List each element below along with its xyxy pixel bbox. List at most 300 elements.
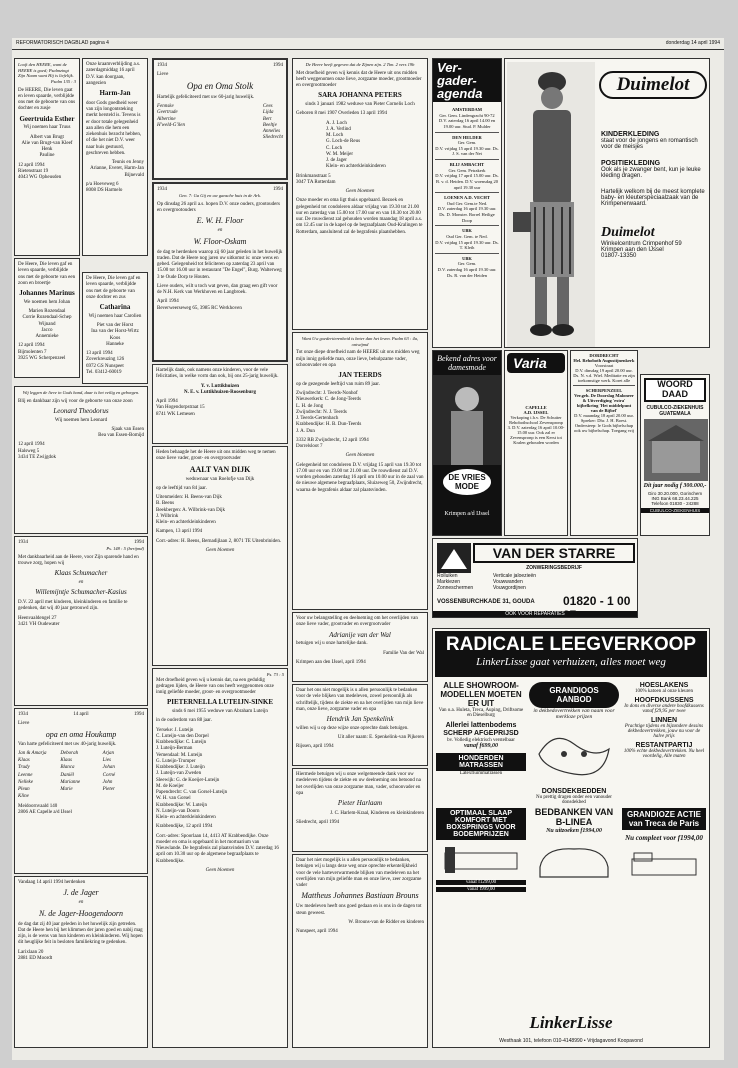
heading: OPTIMAAL SLAAP KOMFORT MET BOXSPRINGS VOOR BODEMPRIJZEN [436,808,526,840]
obituary-sara-peters [292,58,428,330]
announcement-birth-johannes [14,258,80,378]
title: A.D. IJSSEL [523,410,549,415]
family: J. A. Verlind [326,126,351,132]
name: J. de Jager [63,888,99,898]
name: John [102,779,113,785]
announcement-de-jager [14,876,148,1048]
body: Op dinsdag 26 april a.s. hopen D.V. onze ouders, grootouders en overgrootouders [157,201,280,214]
date: April 1994 [157,299,179,305]
vergader-agenda [432,58,502,348]
year-start: 1934 [18,712,28,717]
brand: MODE [455,482,479,491]
announcement-anniversary-schumacher [14,536,148,706]
mode-logo [443,469,491,495]
varia-title: Varia [507,353,565,373]
text: bv. Volledig elektrisch verstelbaar [447,737,515,743]
body: De HEERE, Die leven gaat en leven spaarde, verblijdde ons met de geboorte van ons dochter en zusje [18,87,76,112]
city: 6972 GS Nunspeet [86,363,124,369]
ad-subtitle: LinkerLisse gaat verhuizen, alles moet weg [476,656,666,668]
entry-text: D.V. vrijdag 17 april 15.00 uur. Ds. B. v. d. Heiden. D.V. woensdag 20 april 19.30 uur [435,173,499,190]
text: de dag te herdenken waarop zij 60 jaar geleden in het huwelijk traden. Dat de Heere nog jaren uw uitkomst is: onze wens en gebed. Gelegenheid tot feliciteren op zaterdag 23 april van 15.00 tot 16.00 uur in restaurant "De Engel", Burg. Walterweg 3 te Oude Dorp te Houten. [157,249,283,280]
entry-church: Oud Ger. Gem.te Ned. [446,200,488,206]
date: 13 april 1994 [86,351,113,356]
address: Meidoornvaald 140 [18,803,58,809]
body: Met droefheid geven wij u kennis dat, na een geduldig gedragen lijden, de Heere van ons heeft weggenomen onze innig geliefde moeder, groot- en overgrootmoeder [156,677,274,696]
entry-text: D.V. zaterdag 16 april 14.00 en 19.00 uur. Stud. P. Mulder [438,118,496,129]
text: D.V. 22 april met kinderen, kleinkinderen en familie te gedenken, dat wij 40 jaar getrouwd zijn. [18,600,128,612]
name: Deborah [60,750,79,756]
announcement-floor [152,182,288,362]
and: en [78,900,84,906]
bed-set-drawing [626,845,702,885]
subtitle: sinds 6 mei 1955 weduwe van Abraham Luteijn [172,709,268,715]
body: Onze kraamverblijding a.s. zaterdagmiddag 16 april D.V. kan doorgaan, aangezien [86,62,141,86]
name: Lies [102,758,111,763]
price: vanaf f1299,00 [436,880,526,885]
verse: Looft den HEERE, want de HEERE is goed; Psalmzingt Zijn Naam want Hij is liefelijk. [18,62,74,79]
name: Pleun [18,787,30,792]
duimelot-ad [504,58,710,348]
entry-text: D.V. zaterdag 16 april 19.30 uur. Ds. R. van der Heiden [437,267,497,278]
names: Bijnevald [124,172,144,178]
subtitle: weduwnaar van Roelofje van Dijk [185,476,255,482]
phone: 01807-13350 [601,253,637,259]
text: Gelegenheid tot condoleren D.V. vrijdag 15 april van 19.30 tot 17.00 uur en van 19.00 tot 21.00 uur. De rouwdienst zal D.V. worden gehouden zaterdag 16 april om 10.00 uur in de zaal van de nieuwe algemene begraafplaats, Sluizeweg 50, Zwijndrecht, waarna de begrafenis aldaar zal plaatsvinden. [296,462,424,493]
text: Ook als je zwanger bent, kun je leuke kleding dragen. [601,167,701,179]
date: Krimpen aan den IJssel, april 1994 [296,659,366,665]
text: Nu prettig dragen onder een vanouder donsdekbed [536,795,612,805]
name: Adrianije van der Wal [329,630,391,639]
title: Opa en Oma Stolk [186,80,254,91]
sibling: Pauline [39,153,55,159]
date: Kampen, 13 april 1994 [156,529,203,535]
year-end: 1994 [273,63,283,68]
linkerlisse-ad [432,628,710,1048]
item: Verticale jaloezieën [493,573,537,579]
heading: LINNEN [650,717,678,724]
text: Van o.a. Huleta, Treca, Auping, Driftsome en Dieselburg [438,708,524,719]
family: J. Wilbrink [156,513,179,519]
child-name: Geertruida Esther [19,114,75,123]
label: Lieve [157,72,169,78]
text: in dekbedovertrekken van naam voor merkloze prijzen [533,708,615,720]
age: in de ouderdom van 88 jaar. [156,718,212,724]
phone: Telefoon 01830 - 24288 [651,500,699,506]
name: Arjan [102,750,115,756]
sign: Geen bloemen [345,453,375,459]
family: M. Loch [326,133,344,139]
year-start: 1934 [157,187,167,192]
subtitle: CUBULCO-ZIEKENHUIS [646,404,704,411]
phone: Tel. 03412-60019 [86,369,122,375]
phone: 01820 - 1 00 [563,594,631,608]
verse: De Heere heeft gegeven dat de Zijnen zijn. 2 Tim. 2 vers 19b [305,62,415,67]
name: Klaas Schumacher [54,569,108,578]
text: Corr.-adres: Spoorlaan 14, 4413 AT Krabbendijke. Onze moeder en oma is opgebaard in het mortuarium van Nieuwlande. De begrafenis zal plaatsvinden D.V. zaterdag 16 april om 10.30 uur op de algemene begraafplaats te Krabbendijke. [156,833,279,864]
family: Klein- en achterkleinkinderen [326,164,386,170]
sign: Geen bloemen [345,189,375,195]
announcement-birth-catharina [82,272,148,384]
name: Beeltje [262,122,277,128]
text: In dons en diverse andere hoofdkussens vanaf f29,95 per twee [624,704,704,714]
family: C. Luteijn-van den Dorpel [156,733,209,739]
heading: ALLE SHOWROOM-MODELLEN MOETEN ER UIT [440,681,522,708]
thanks-luttikhuizen [152,364,288,444]
price: Dit jaar nodig f 300.000,- [643,482,707,489]
woord-en-daad-ad [640,374,710,536]
name: Klaas [60,758,72,763]
obituary-jan-teerds [292,332,428,610]
parent: Sjaak van Essen [111,426,144,432]
name: Klaas [18,758,30,763]
brand: DE VRIES [448,473,486,482]
family: Zwijndrecht: N. J. Teerds [296,409,347,415]
sign: Uit aller naam: E. Spenkelink-van Pijkeren [337,735,424,740]
sign: Familie Van der Wal [383,650,424,656]
name: Willemijntje Schumacher-Kasius [35,588,127,597]
duimelot-logo: Duimelot [599,71,707,99]
heading: POSITIEKLEDING [601,160,661,167]
entry-church: Ger. Gem. [457,261,477,267]
family: J. Luteijn-van Zweden [156,771,202,777]
address: p/a Hoeveweg 6 [86,181,119,187]
deceased-name: JAN TEERDS [338,371,382,379]
family: G. Loch-de Reus [326,139,361,145]
parent: Marien Rozendaal [28,309,66,314]
sign: Geen bloemen [205,867,235,873]
address: Westhaak 101, telefoon 010-4148990 • Vrijdagavond Koopavond [499,1038,643,1044]
entry-city: UBK [462,228,472,234]
linkerlisse-logo: LinkerLisse [529,1013,613,1032]
text: willen wij u op deze wijze onze oprechte dank betuigen. [296,725,409,731]
announcement-birth-geertruida [14,58,80,256]
bed-drawing [441,843,521,877]
text: Lieve ouders, wilt u toch wat geven, dan graag een gift voor de N.H. Kerk van Werkhoven en Langbroek. [157,283,278,296]
text: Verkoping i.h.v. De Schutter Rehobothschool Zevenspronp 3. D.V. zaterdag 16 april 10.00-15.00 uur. Ook zal er Zevenspronp is een Kerst tot Kralen gehouden worden [507,415,565,445]
parent: Corrie Rozendaal-Schep [22,315,72,321]
body: Hartelijk gefeliciteerd met uw 60-jarig huwelijk. [157,94,255,100]
parent: Ina van der Horst-Wirtz [91,329,139,335]
family: Krabbendijke: J. Luteijn [156,765,205,771]
entry-church: Ger. Gem. Lindengracht 90-72 [439,112,495,118]
entry-city: BLIJ AMBACHT [449,162,485,167]
repair-bar: OOK VOOR REPARATIES [433,611,637,617]
child-name: Catharina [99,303,131,311]
heading: GRANDIOOS AANBOD [529,682,619,708]
body: Van harte gefeliciteerd met uw 40-jarig huwelijk. [18,741,117,747]
price: Nu uitzoeken f1994,00 [546,827,602,834]
item: Vouwwanden [493,579,523,585]
city: Krimpen aan den IJssel [601,247,664,253]
name: Daniël [60,772,74,778]
sibling: Henk [41,147,53,152]
text: 100% katoen al onze kleuren [634,689,694,694]
child-photo [507,62,595,347]
address: Van Hogendorpstraat 15 [156,405,205,411]
van-der-starre-ad [432,538,638,618]
family: L. H. de Jong [296,403,324,409]
family: Krabbendijke: W. Luteijn [156,802,207,808]
name: Corné [102,772,116,778]
brand: DAAD [662,388,688,399]
obituary-aalt-van-dijk [152,446,288,666]
price: Nu compleet voor f1994,00 [625,834,703,842]
varia-dordrecht [570,350,638,536]
family: N. Luteijn-van Doorn [156,808,200,814]
family: Papendrecht: C. van Gorsel-Luteijn [156,790,228,796]
model-photo [433,375,501,465]
body: De Heere, Die leven gaf en leven spaarde, verblijdde ons met de geboorte van een zoon en broertje [18,262,76,286]
body: De Heere, Die leven gaf en leven spaarde, verblijdde ons met de geboorte van onze dochter en zus [86,276,141,300]
family: W. H. van Gorsel [156,796,191,802]
family: B. Beens [156,501,175,507]
entry-city: LOENEN A.D. VECHT [444,195,490,201]
ad-title: RADICALE LEEGVERKOOP [445,634,697,655]
address: Bijmolenten 7 [18,349,47,355]
address: VOSSENBURCHKADE 31, GOUDA [437,599,535,605]
child-name: Johannes Marinus [19,289,75,297]
brand: VAN DER STARRE [473,543,635,563]
body: Hiermede betuigen wij u onze welgemeende dank voor uw medeleven tijdens de ziekte en uw deelneming ons betoond na het overlijden van onze zorgzame man, vader, schoonvader en opa [296,772,421,796]
address: Beverweerseweg 65, 3985 RC Werkhoven [157,305,242,311]
name: Johan [102,765,115,771]
year-end: 1994 [134,540,144,545]
tagline: Bekend adres voor damesmode [437,354,497,372]
sibling: Hanneke [106,341,124,347]
price: vanaf f999,00 [436,887,526,892]
verse-ref: Psalm 135 : 3 [50,78,76,84]
sofa-drawing [534,837,614,883]
nickname: Wij noemen haar Truus [23,125,71,131]
name: Leenne [18,772,33,778]
date: Rijssen, april 1994 [296,744,334,750]
duvet-drawing [534,724,614,784]
family: Krabbendijke: H. B. Dun-Teerds [296,422,362,428]
names: Arianne, Everet, Harm-Jan [90,166,144,172]
address: Dorrelsloot 7 [296,444,323,449]
name: Hendrik Jan Spenkelink [326,715,394,723]
sibling: Wijnand [38,321,56,327]
item: Vouwgordijnen [493,585,526,591]
name: Pieter Harlaam [337,799,383,807]
address: Larixlaan 20 [18,949,44,955]
text: de dag dat zij 40 jaar geleden in het huwelijk zijn getreden. Dat de Heere hen bij het klimmen der jaren goed en nabij mag zijn, is de wens van hun kinderen en kleinkinderen. Wij hopen dit heuglijke feit in besloten familiekring te gedenken. [18,921,143,946]
name: Lijda [262,110,274,116]
text: D.V. maandag 18 april 20.00 uur. Spreker: Dhr. J. H. Boest. Ondersteep: le Gods bijbelschap ook uw bijbelschap. Toegang vrij [574,413,634,433]
sign: W. Brouns-van de Ridder en kinderen [348,919,424,925]
address: Halsweg 5 [18,448,40,454]
varia-section [504,350,568,536]
entry-church: Oud Ger. Gem. te Ned. [446,233,488,239]
sibling: Jacco [41,327,53,333]
header-right: donderdag 14 april 1994 [665,40,720,46]
entry-church: Ger. Gem. [457,140,477,146]
body: Daar het ons niet mogelijk is u allen persoonlijk te bedanken voor de vele blijken van medeleven, zowel persoonlijk als schriftelijk, tijdens de ziekte en na het overlijden van mijn lieve man, onze lieve, zorgzame vader en opa [296,688,424,712]
body: Tot onze diepe droefheid nam de HEERE uit ons midden weg mijn innig geliefde man, onze lieve, behulpzame vader, schoonvader en opa [296,350,420,368]
text: 100% echte dekbedovertrekken. Nu heel voordelig, Alle maten [623,749,705,759]
city: 2881 ED Moordt [18,955,53,961]
family: Yerseke: J. Luteijn [156,727,194,733]
and: en [217,228,223,234]
family: Vemendaal: M. Luteijn [156,752,203,758]
thanks-brouns [292,854,428,1048]
city: 3421 VH Oudewater [18,621,60,627]
company-logo [437,543,471,573]
date: 12 april 1994 [18,162,45,168]
entry-city: AMSTERDAM [452,107,482,112]
text: betuigen wij u onze hartelijke dank. [296,641,368,647]
family: M. de Koeijer [156,783,184,789]
date: Krabbendijke, 12 april 1994 [156,824,213,830]
verse-ref: Ps. 148 : 5 (berijmd) [106,546,144,552]
de-vries-mode-ad [432,350,502,536]
name: Nelleke [18,779,33,785]
child-name: Harm-Jan [99,89,131,97]
church: Hel. Rehoboth Augustijnenkerk [573,358,635,363]
header-left: REFORMATORISCH DAGBLAD pagina 4 [16,40,109,46]
page-header [12,40,724,50]
city: 8008 DS Harmelo [86,188,123,193]
text: staat voor de jongens en romantisch voor de meisjes [601,138,698,150]
year-end: 1994 [133,712,144,717]
place: Voorstraat [594,363,614,368]
entry-city: UBK [462,255,472,261]
city: 3925 WG Scherpenzeel [18,355,66,361]
name: Cees [262,104,273,109]
name: Jan & Amarja [18,750,47,756]
deceased-name: PIETERNELLA LUTEIJN-SINKE [166,698,273,707]
date: Nunspeet, april 1994 [296,929,338,934]
verse: Want Uw goedertierenheid is beter dan het leven. Psalm 63 : 4a, ontwijmd [301,336,419,347]
year-start: 1934 [157,63,167,68]
item: Rolluiken [437,573,458,579]
city: 2806 AE Capelle a/d IJssel [18,809,72,815]
family: Sleewijk: G. de Koeijer-Luteijn [156,777,220,783]
verse-ref: Ps. 73 : 5 [266,672,284,677]
price: vanaf f699,00 [464,742,498,749]
parent: Bea van Essen-Bomijd [98,433,144,439]
family: Krabbendijke: C. Luteijn [156,740,207,746]
family: Klein- en achterkleinkinderen [156,520,216,525]
name: H'weld-G'ilen [157,122,185,128]
hospital-photo [644,419,708,481]
thanks-harlaam [292,768,428,852]
address: Krimpen a/d IJssel [444,511,490,517]
body: Heden behaagde het de Heere uit ons midden weg te nemen onze lieve vader, groot- en overgrootvader [156,450,276,462]
city: 4043 WG Opheusden [18,175,62,180]
nickname: Wij noemen hem Leonard [54,417,108,423]
sibling: Annemieke [35,334,59,339]
parent: Alie van Brugt-van Kleef [21,140,73,146]
deceased-name: SARA JOHANNA PETERS [318,91,402,100]
text: Latexfluimmatrassen [459,770,503,776]
heading: DONSDEKBEDDEN [541,788,607,795]
entry-text: D.V. vrijdag 15 april 19.30 uur. Ds. J. S. van der Net [435,145,499,157]
name: Mattheus Johannes Bastiaan Brouns [301,891,419,901]
family: J. A. Dun [296,428,315,434]
year-end: 1994 [273,187,283,192]
name: Sliedrecht [262,135,283,141]
name: Pieter [102,787,115,792]
text: Hartelijk welkom bij de meest komplete baby- en kleuterspeciaalzaak van de Krimpenerwaard. [601,189,705,207]
date: 12 april 1994 [18,343,45,349]
family: W. M. Meijer [326,151,354,157]
name: Blanca [60,765,75,771]
subtitle: ZONWERINGSBEDRIJF [526,565,582,571]
body: Met dankbaarheid aan de Heere, voor Zijn sparende hand en trouwe zorg, hopen wij [18,554,139,567]
church: Ver.geb. De Doorslag Maloneer & Uitverdiging 'extra' bijbelkring 'Het middelpunt van de Bijbel' [574,393,634,413]
city: 3434 TE Zwijgdok [18,454,56,460]
and: en [78,580,84,586]
name: N. de Jager-Hoogendoorn [38,908,124,918]
parent: Piet van der Horst [96,323,134,328]
family: J. Teerds-Gertenbach [296,416,339,421]
family: C. Loch [326,145,343,151]
family: A. J. Loch [326,120,347,126]
announcement-harm-jan [82,58,148,256]
deceased-name: AALT VAN DIJK [189,464,251,474]
heading: GRANDIOZE ACTIE van Treca de Paris [622,808,706,830]
entry-text: D.V. zaterdag 16 april 19.30 uur. Ds. D. Monster. Borrel Heilige Doop [437,206,497,223]
nickname: Wij noemen haar Carolien [88,313,142,319]
sign: Geen bloemen [205,547,235,553]
city: SCHERPENZEEL [585,388,623,393]
heading: RESTANTPARTIJ [635,742,693,749]
nickname: We noemen hem Johan [23,299,71,305]
thanks-van-der-wal [292,612,428,682]
date: 14 april [73,712,89,717]
footer: CUBULCO-ZIEKENHUIS [641,508,709,513]
announcement-opa-oma-stolk [152,58,288,180]
name: Geertrude [157,110,178,116]
date: 12 april 1994 [18,442,45,448]
heading: BEDBANKEN VAN B-LINEA [534,807,614,827]
body: Hartelijk dank, ook namens onze kinderen, voor de vele felicitaties, in welke vorm dan ook, bij ons 25-jarig huwelijk. [156,368,279,380]
text: Prachtige tijdens en bijzondere dessins dekbedovertrekken, jouw nu voor de halve prijs [624,724,704,739]
country: GUATEMALA [659,410,691,417]
entry-church: Ger. Gem. Petrakerk [448,167,486,173]
name: W. Floor-Oskam [193,236,247,246]
subtitle: sinds 3 januari 1982 weduwe van Pieter Cornelis Loch [305,102,415,108]
parent: Albert van Brugt [30,134,64,140]
name: Marianne [60,779,81,785]
sign: J. C. Harlem-Kraal, Kinderen en kleinkinderen [330,810,424,816]
giro: Giro 30.20.000, Gorinchem [647,490,703,496]
body: Met droefheid geven wij kennis dat de Heere uit ons midden heeft weggenomen onze lieve, zorgzame moeder, grootmoeder en overgrootmoeder [296,70,422,89]
announcement-opa-oma-houkamp [14,708,148,874]
date: Sliedrecht, april 1994 [296,820,340,825]
verse: Wij leggen de lieve in Gods hand, daar is het veilig en geborgen. [22,390,140,395]
age: op de gezegende leeftijd van ruim 89 jaar. [296,381,380,387]
name: Annelies [262,129,281,134]
address: Zoverkreuzing 126 [86,357,125,363]
family: Beekbergen: A. Wilbrink-van Dijk [156,507,226,513]
bank: ING Bank 68.23.44.225 [651,495,699,501]
item: Markiezen [437,579,461,585]
obituary-luteijn-sinke [152,668,288,1048]
text: door Gods goedheid weer van zijn longontsteking merkt hersteld is. Tevens is er door totale gelegenheid aan allen die hem een ziekenhuis bezocht hebben, of die het niet D.V. weer naar huis gestuurd, geschreven hebben. [86,100,142,156]
body: Daar het niet mogelijk is u allen persoonlijk te bedanken, betuigen wij u langs deze weg onze oprechte erkentelijkheid voor de vele harteverwarmende blijken van medeleven na het overlijden van mijn geliefde man en onze lieve, zeer zorgzame vader [296,858,422,888]
brand: WOORD [657,379,693,389]
heading: HOESLAKENS [639,682,689,689]
name: Trudy [18,765,30,771]
age: op de leeftijd van 84 jaar. [156,485,207,491]
text: Onze moeder en oma ligt thuis opgebaard. Bezoek en gelegenheid tot condoleren aldaar vrijdag van 19.30 tot 21.00 uur en zaterdag van 15.00 tot 17.00 uur en van 18.30 tot 20.00 uur. De rouwdienst zal gehouden worden maandag 18 april a.s. om 12.45 uur in de kapel op de begraafplaats Oud-Kralingen te Rotterdam, aansluitend zal de begrafenis plaatshebben. [296,198,423,235]
city: 8741 WK Lemesen [156,411,195,417]
name: Kline [18,794,29,800]
family: Uitenmeiden: H. Beens-van Dijk [156,495,222,500]
text: Corr.-adres: H. Beens, Bernadijlaan 2, 8071 TE Uitenbriniden. [156,538,282,544]
